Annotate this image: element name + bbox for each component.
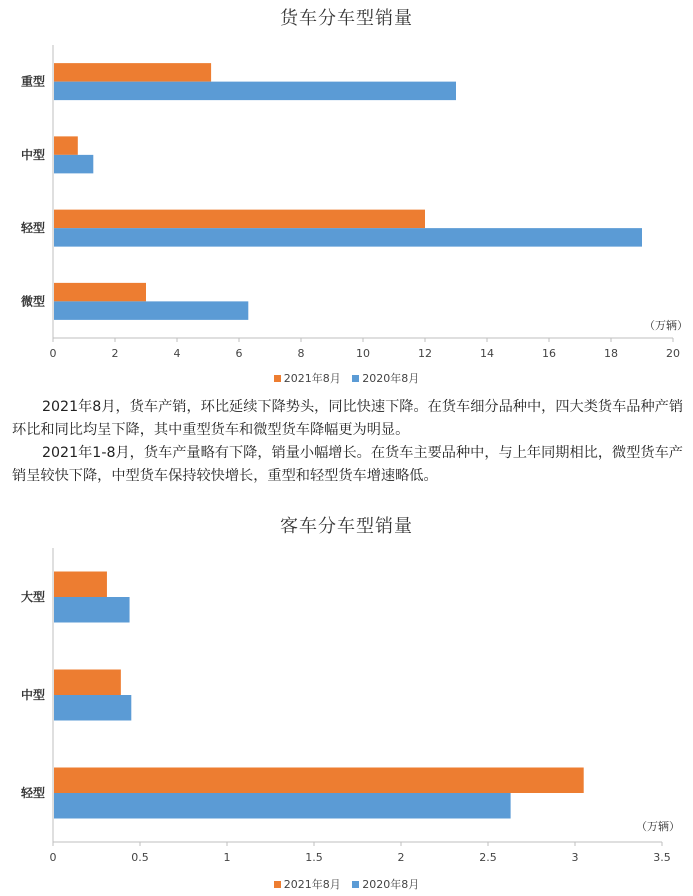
bar-2021-微型 <box>54 283 146 302</box>
legend-swatch-2021 <box>274 375 281 382</box>
bar-2021-轻型 <box>54 768 584 794</box>
chart-title: 客车分车型销量 <box>280 516 413 537</box>
bar-2020-轻型 <box>54 793 511 819</box>
legend-item-2021 <box>274 876 341 892</box>
category-label: 微型 <box>20 294 45 309</box>
x-tick-label: 8 <box>297 347 305 360</box>
legend-swatch-2021 <box>274 881 281 888</box>
category-label: 大型 <box>20 590 45 604</box>
unit-label: （万辆） <box>636 820 680 833</box>
bar-2021-中型 <box>54 136 78 155</box>
legend-swatch-2020 <box>352 881 359 888</box>
bar-2020-微型 <box>54 301 248 320</box>
x-tick-label: 0.5 <box>131 851 149 864</box>
x-tick-label: 4 <box>173 347 181 360</box>
x-tick-label: 1.5 <box>305 851 323 864</box>
bus-sales-plot <box>0 500 693 896</box>
category-label: 重型 <box>20 74 45 89</box>
x-tick-label: 12 <box>418 347 432 360</box>
legend-label-2021: 2021年8月 <box>283 878 341 891</box>
bar-2021-中型 <box>54 670 121 696</box>
truck-sales-chart <box>0 0 693 392</box>
chart-legend <box>0 370 693 386</box>
truck-sales-plot <box>0 0 693 392</box>
legend-item-2020 <box>352 876 419 892</box>
x-tick-label: 0 <box>49 851 57 864</box>
category-label: 轻型 <box>20 221 45 236</box>
legend-label-2020: 2020年8月 <box>362 878 420 891</box>
category-label: 中型 <box>20 688 45 702</box>
category-label: 轻型 <box>20 786 45 800</box>
paragraph-2: 2021年1-8月，货车产量略有下降，销量小幅增长。在货车主要品种中，与上年同期相比，微型货车产销呈较快下降，中型货车保持较快增长，重型和轻型货车增速略低。 <box>12 445 683 484</box>
x-tick-label: 18 <box>604 347 618 360</box>
legend-swatch-2020 <box>352 375 359 382</box>
x-tick-label: 14 <box>480 347 494 360</box>
bar-2021-轻型 <box>54 210 425 229</box>
legend-label-2021: 2021年8月 <box>283 372 341 385</box>
x-tick-label: 3.5 <box>653 851 671 864</box>
bar-2020-大型 <box>54 597 130 623</box>
x-tick-label: 10 <box>356 347 370 360</box>
legend-item-2020 <box>352 370 419 386</box>
x-tick-label: 16 <box>542 347 556 360</box>
bar-2020-中型 <box>54 155 93 174</box>
bar-2020-轻型 <box>54 228 642 247</box>
paragraph-1: 2021年8月，货车产销，环比延续下降势头，同比快速下降。在货车细分品种中，四大类货车品种产销环比和同比均呈下降，其中重型货车和微型货车降幅更为明显。 <box>12 399 684 438</box>
x-tick-label: 3 <box>571 851 579 864</box>
x-tick-label: 1 <box>223 851 231 864</box>
unit-label: （万辆） <box>644 319 688 332</box>
bus-sales-chart <box>0 500 693 896</box>
article-text <box>12 396 684 488</box>
x-tick-label: 0 <box>49 347 57 360</box>
bar-2021-大型 <box>54 572 107 598</box>
category-label: 中型 <box>20 147 45 162</box>
legend-label-2020: 2020年8月 <box>362 372 420 385</box>
chart-title: 货车分车型销量 <box>280 8 413 29</box>
bar-2021-重型 <box>54 63 211 82</box>
x-tick-label: 20 <box>666 347 680 360</box>
chart-legend <box>0 876 693 892</box>
x-tick-label: 2 <box>111 347 119 360</box>
bar-2020-中型 <box>54 695 131 721</box>
legend-item-2021 <box>274 370 341 386</box>
x-tick-label: 2 <box>397 851 405 864</box>
bar-2020-重型 <box>54 82 456 101</box>
x-tick-label: 6 <box>235 347 243 360</box>
x-tick-label: 2.5 <box>479 851 497 864</box>
